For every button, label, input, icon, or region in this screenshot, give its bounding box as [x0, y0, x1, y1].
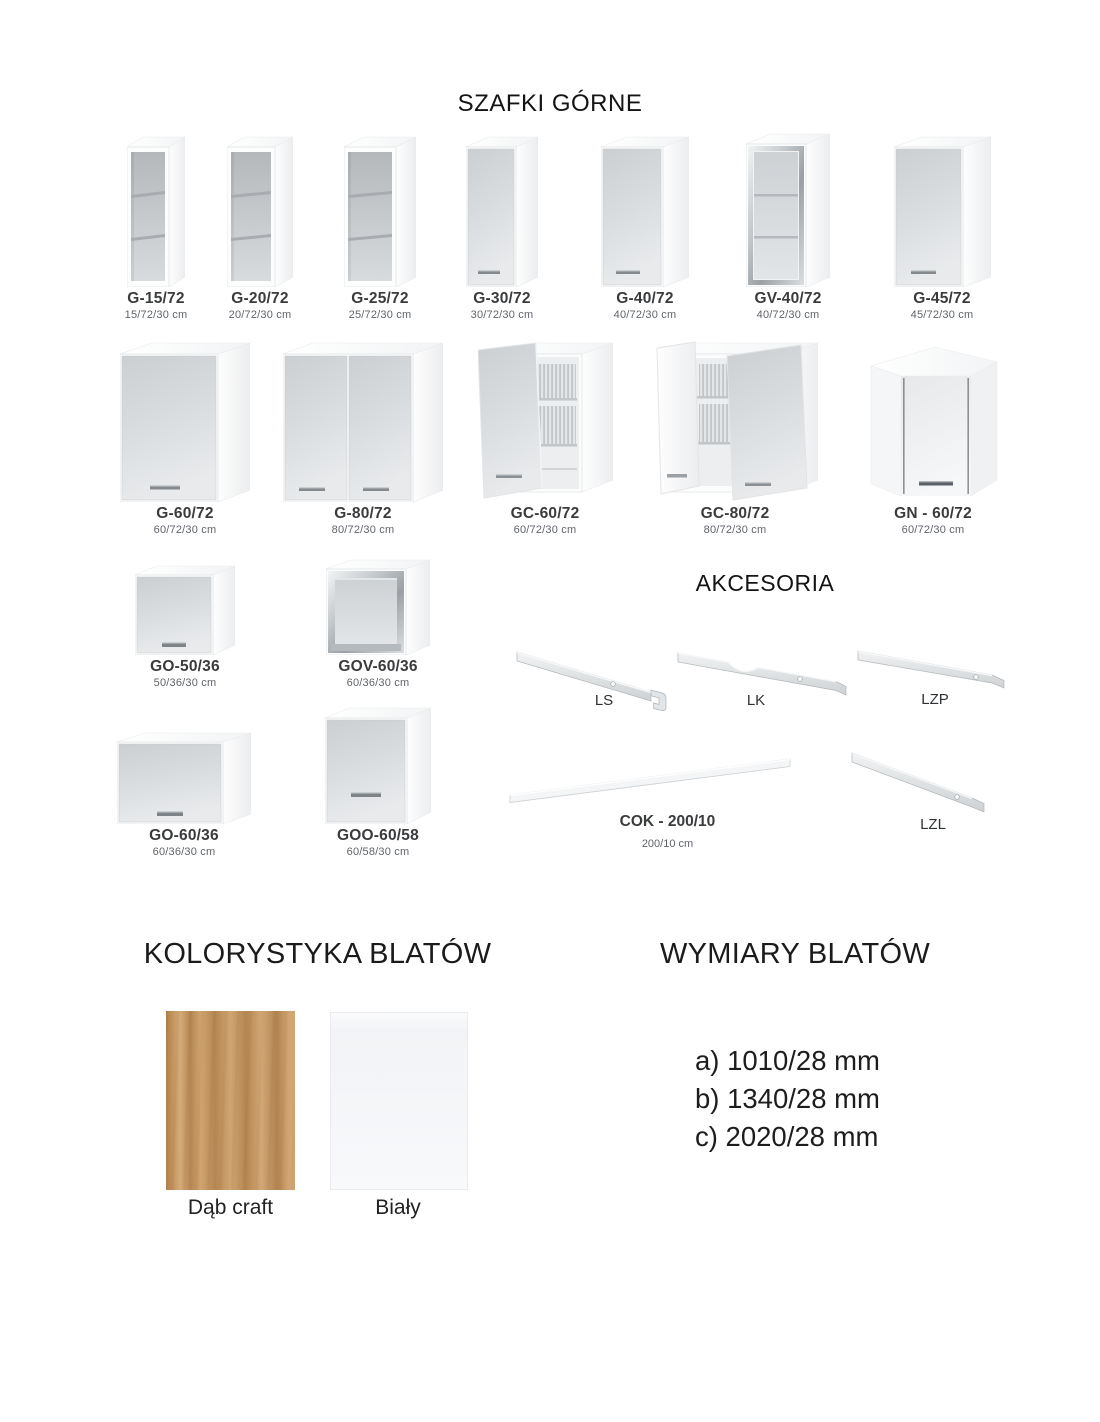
cabinet-door-image [580, 130, 710, 287]
product-code: GO-50/36 [150, 658, 220, 675]
product-g-80-72 [278, 336, 448, 536]
product-goo-60-58 [303, 700, 453, 858]
cabinet-double-door-image [278, 336, 448, 502]
product-go-60-36 [109, 700, 259, 858]
product-code: GOV-60/36 [338, 658, 418, 675]
section-title-upper-cabinets: SZAFKI GÓRNE [457, 90, 643, 117]
swatch-dab-craft [166, 1011, 295, 1190]
product-code: GV-40/72 [754, 290, 822, 307]
product-g-40-72 [580, 130, 710, 321]
worktop-dimension-item: b) 1340/28 mm [695, 1083, 880, 1114]
product-code: GC-60/72 [510, 505, 580, 522]
product-dims: 80/72/30 cm [331, 524, 395, 536]
product-dims: 80/72/30 cm [703, 524, 767, 536]
cabinet-door-image [100, 336, 270, 502]
product-code: GOO-60/58 [337, 827, 419, 844]
cabinet-drainer-double-open-image [650, 336, 820, 502]
section-title-worktop-colors: KOLORYSTYKA BLATÓW [143, 938, 492, 970]
accessory-code: LZL [920, 816, 946, 833]
swatch-bialy [330, 1012, 468, 1190]
product-dims: 15/72/30 cm [124, 309, 188, 321]
product-dims: 60/72/30 cm [153, 524, 217, 536]
product-dims: 45/72/30 cm [910, 309, 974, 321]
cabinet-open-shelf-image [315, 130, 445, 287]
product-dims: 60/58/30 cm [346, 846, 410, 858]
accessory-dims: 200/10 cm [641, 838, 694, 850]
cabinet-door-image [303, 700, 453, 824]
cabinet-corner-image [848, 336, 1018, 502]
product-code: G-45/72 [913, 290, 971, 307]
product-g-30-72 [437, 130, 567, 321]
cabinet-flip-door-image [109, 700, 259, 824]
cabinet-door-image [877, 130, 1007, 287]
product-g-60-72 [100, 336, 270, 536]
product-dims: 40/72/30 cm [613, 309, 677, 321]
product-g-25-72 [315, 130, 445, 321]
product-code: G-30/72 [473, 290, 531, 307]
cabinet-glass-door-image [723, 130, 853, 287]
cabinet-door-image [437, 130, 567, 287]
product-dims: 60/72/30 cm [513, 524, 577, 536]
product-dims: 50/36/30 cm [153, 677, 217, 689]
product-gn-60-72 [848, 336, 1018, 536]
product-g-20-72 [195, 130, 325, 321]
product-dims: 60/72/30 cm [901, 524, 965, 536]
worktop-dimensions-list [695, 1042, 880, 1156]
accessory-lk-image [676, 645, 848, 727]
accessory-code: LK [746, 692, 766, 709]
product-dims: 60/36/30 cm [152, 846, 216, 858]
section-title-accessories: AKCESORIA [695, 570, 835, 596]
cabinet-flip-door-image [110, 556, 260, 655]
product-code: G-25/72 [351, 290, 409, 307]
product-gc-80-72 [650, 336, 820, 536]
product-dims: 40/72/30 cm [756, 309, 820, 321]
product-dims: 60/36/30 cm [346, 677, 410, 689]
product-gov-60-36 [303, 556, 453, 689]
accessory-cok-image [508, 750, 796, 808]
cabinet-drainer-open-image [460, 336, 630, 502]
worktop-dimension-item: a) 1010/28 mm [695, 1045, 880, 1076]
product-code: G-20/72 [231, 290, 289, 307]
accessory-code: LZP [921, 691, 949, 708]
product-code: GO-60/36 [149, 827, 219, 844]
product-code: G-60/72 [156, 505, 214, 522]
product-code: G-40/72 [616, 290, 674, 307]
accessory-code: COK - 200/10 [619, 813, 716, 830]
product-dims: 30/72/30 cm [470, 309, 534, 321]
swatch-label: Biały [375, 1196, 421, 1219]
product-dims: 25/72/30 cm [348, 309, 412, 321]
product-code: GN - 60/72 [894, 505, 972, 522]
product-code: G-80/72 [334, 505, 392, 522]
product-gc-60-72 [460, 336, 630, 536]
product-go-50-36 [110, 556, 260, 689]
accessory-code: LS [594, 692, 614, 709]
cabinet-open-shelf-image [195, 130, 325, 287]
section-title-worktop-dimensions: WYMIARY BLATÓW [659, 938, 931, 970]
worktop-dimension-item: c) 2020/28 mm [695, 1121, 879, 1152]
product-code: GC-80/72 [700, 505, 770, 522]
swatch-label: Dąb craft [187, 1196, 274, 1219]
product-dims: 20/72/30 cm [228, 309, 292, 321]
product-gv-40-72 [723, 130, 853, 321]
cabinet-flip-glass-image [303, 556, 453, 655]
product-g-45-72 [877, 130, 1007, 321]
product-code: G-15/72 [127, 290, 185, 307]
accessory-lzp-image [856, 646, 1011, 722]
